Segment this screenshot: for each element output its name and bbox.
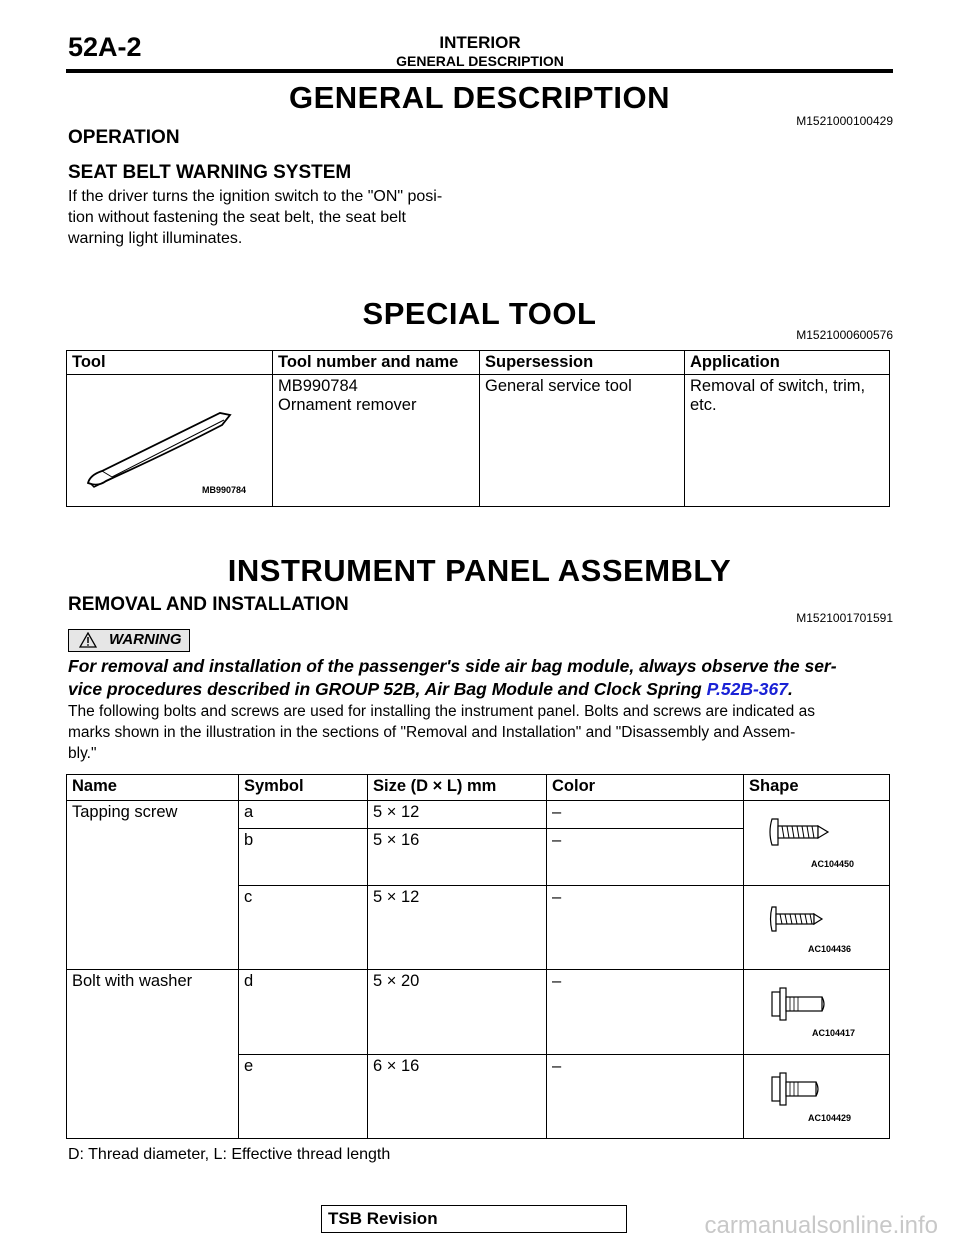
operation-heading: OPERATION (68, 127, 180, 148)
color-cell: – (547, 886, 744, 970)
tsb-revision-box (321, 1205, 627, 1233)
tool-number: MB990784 (278, 377, 358, 395)
removal-code: M1521001701591 (796, 611, 893, 625)
col-application: Application (685, 351, 890, 375)
tapping-screw-illustration (768, 904, 828, 934)
color-cell: – (547, 970, 744, 1055)
tool-name: Ornament remover (278, 396, 417, 414)
supersession-cell: General service tool (480, 375, 685, 507)
size-cell: 5 × 16 (368, 829, 547, 886)
symbol-cell: e (239, 1055, 368, 1139)
description-line: marks shown in the illustration in the sections of "Removal and Installation" and "Disassembly and Assem- (68, 724, 796, 741)
col-tool-number: Tool number and name (273, 351, 480, 375)
general-code: M1521000100429 (796, 114, 893, 128)
tool-number-cell (273, 375, 480, 507)
ornament-remover-illustration (72, 377, 267, 499)
symbol-cell: b (239, 829, 368, 886)
shape-cell (744, 886, 890, 970)
shape-label: AC104429 (808, 1113, 852, 1123)
system-text (68, 186, 442, 249)
instrument-panel-description (68, 701, 898, 764)
symbol-cell: a (239, 801, 368, 829)
warning-line-end: . (788, 679, 793, 699)
col-size: Size (D × L) mm (368, 775, 547, 801)
warning-label: WARNING (109, 631, 182, 648)
col-tool: Tool (67, 351, 273, 375)
bolt-with-washer-illustration (768, 984, 830, 1024)
bolt-with-washer-illustration (768, 1069, 830, 1109)
description-line: bly." (68, 745, 97, 762)
system-line: If the driver turns the ignition switch to the "ON" posi- (68, 188, 443, 205)
general-title: GENERAL DESCRIPTION (289, 80, 670, 115)
table-footnote: D: Thread diameter, L: Effective thread length (68, 1146, 391, 1163)
shape-label: AC104417 (812, 1028, 856, 1038)
warning-icon (79, 632, 97, 648)
size-cell: 5 × 12 (368, 801, 547, 829)
shape-cell (744, 970, 890, 1055)
symbol-cell: c (239, 886, 368, 970)
shape-cell (744, 801, 890, 886)
color-cell: – (547, 1055, 744, 1139)
special-tool-code: M1521000600576 (796, 328, 893, 342)
system-line: warning light illuminates. (68, 230, 243, 247)
special-tool-table (66, 350, 890, 507)
col-name: Name (67, 775, 239, 801)
shape-label: AC104436 (808, 944, 852, 954)
col-supersession: Supersession (480, 351, 685, 375)
description-line: The following bolts and screws are used for installing the instrument panel. Bolts and screws are indicated as (68, 703, 815, 720)
page-number: 52A-2 (68, 32, 142, 62)
size-cell: 5 × 12 (368, 886, 547, 970)
col-color: Color (547, 775, 744, 801)
tool-figure-cell (67, 375, 273, 507)
tsb-revision-label: TSB Revision (328, 1209, 438, 1228)
warning-line (68, 678, 898, 701)
header-section: INTERIOR (439, 33, 521, 52)
warning-line: For removal and installation of the passenger's side air bag module, always observe the ser- (68, 656, 837, 676)
size-cell: 5 × 20 (368, 970, 547, 1055)
fastener-table (66, 774, 890, 1139)
col-shape: Shape (744, 775, 890, 801)
name-bolt-with-washer: Bolt with washer (67, 970, 239, 1139)
color-cell: – (547, 829, 744, 886)
warning-badge (68, 629, 190, 652)
symbol-cell: d (239, 970, 368, 1055)
instrument-panel-title: INSTRUMENT PANEL ASSEMBLY (227, 553, 732, 588)
application-line: Removal of switch, trim, (690, 377, 866, 395)
warning-text (68, 655, 898, 701)
col-symbol: Symbol (239, 775, 368, 801)
shape-label: AC104450 (811, 859, 855, 869)
warning-line-text: vice procedures described in GROUP 52B, Air Bag Module and Clock Spring (68, 679, 707, 699)
header-rule (66, 69, 893, 73)
tool-figure-label: MB990784 (202, 485, 247, 495)
size-cell: 6 × 16 (368, 1055, 547, 1139)
watermark: carmanualsonline.info (704, 1212, 938, 1239)
system-line: tion without fastening the seat belt, the seat belt (68, 209, 406, 226)
application-cell (685, 375, 890, 507)
application-line: etc. (690, 396, 717, 414)
system-heading: SEAT BELT WARNING SYSTEM (68, 162, 352, 183)
name-tapping-screw: Tapping screw (67, 801, 239, 970)
special-tool-title: SPECIAL TOOL (362, 296, 597, 331)
removal-heading: REMOVAL AND INSTALLATION (68, 594, 349, 615)
airbag-procedure-link[interactable]: P.52B-367 (706, 679, 788, 699)
color-cell: – (547, 801, 744, 829)
shape-cell (744, 1055, 890, 1139)
tapping-screw-flange-illustration (768, 815, 838, 849)
header-subsection: GENERAL DESCRIPTION (396, 53, 564, 69)
